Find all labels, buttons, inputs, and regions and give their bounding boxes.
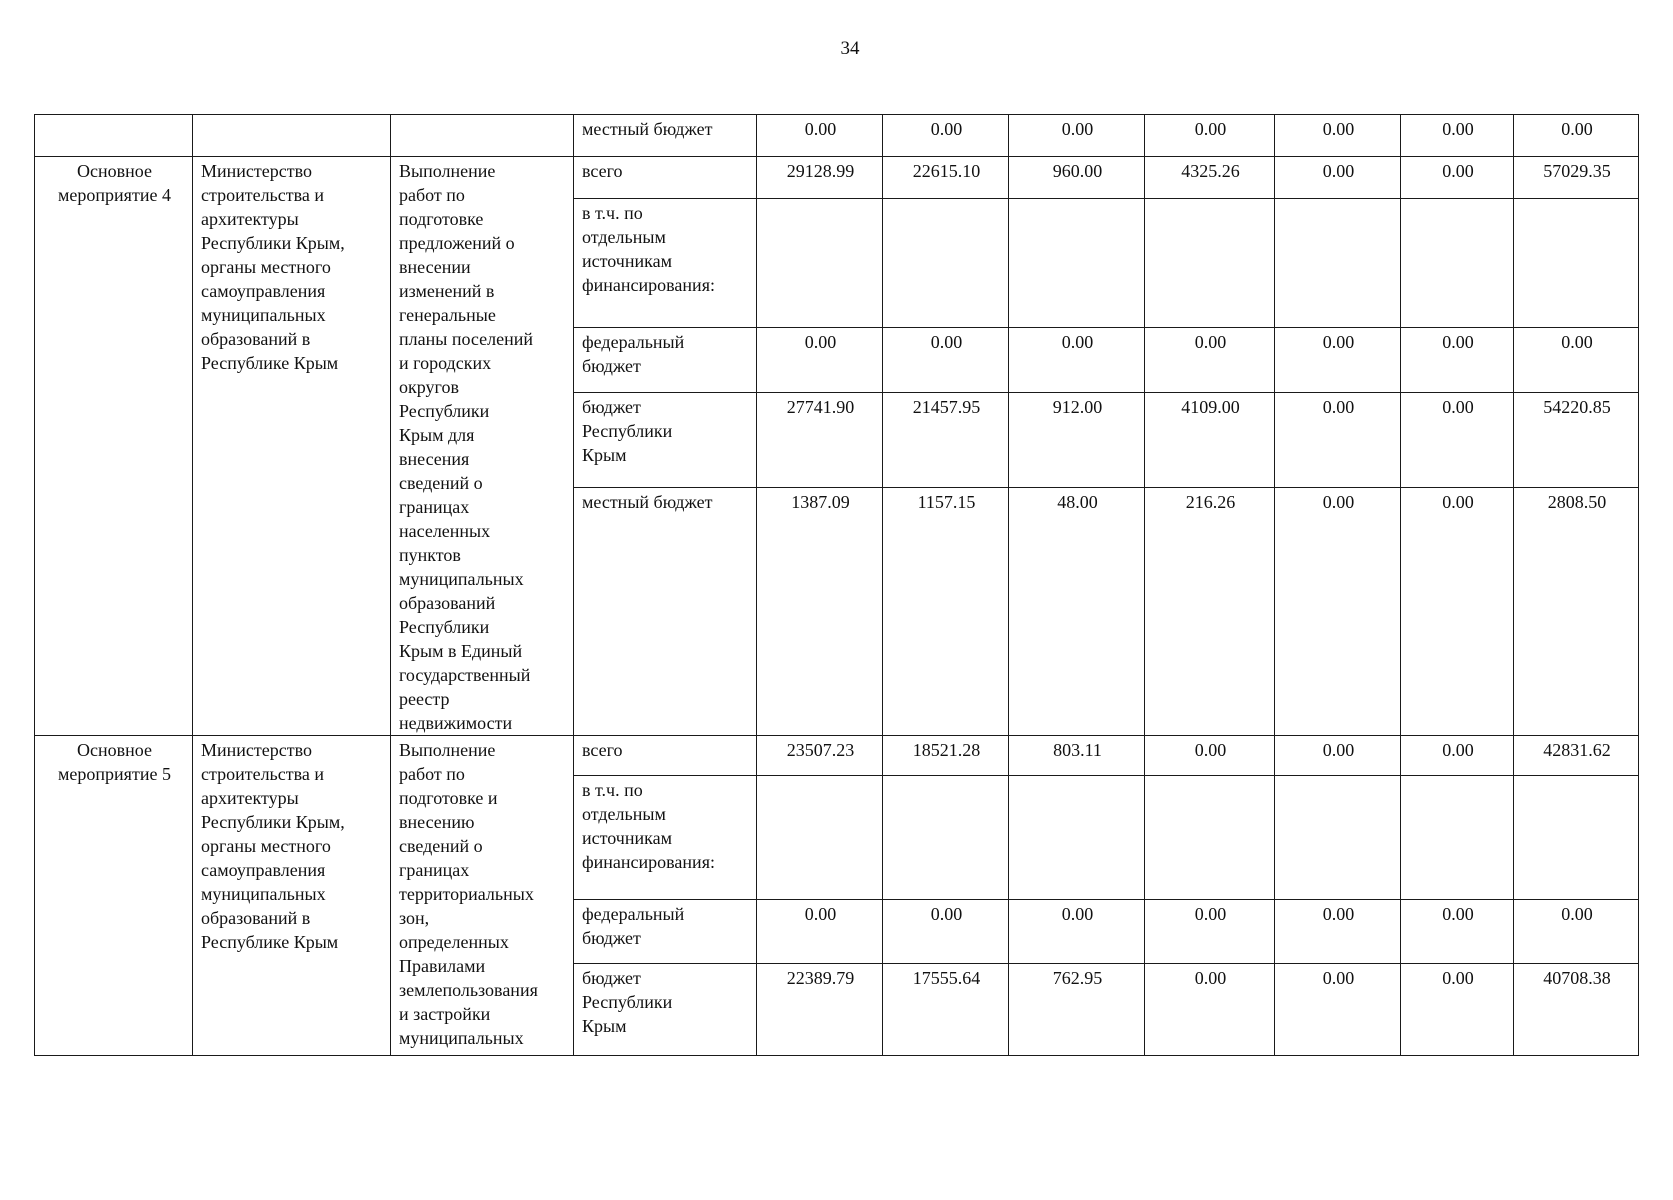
value-cell: 22389.79 bbox=[757, 964, 883, 1056]
value-cell: 18521.28 bbox=[883, 736, 1009, 776]
table-row bbox=[35, 115, 1639, 157]
value-cell: 48.00 bbox=[1009, 487, 1145, 735]
value-cell: 4109.00 bbox=[1145, 393, 1275, 488]
value-cell: 22615.10 bbox=[883, 157, 1009, 199]
value-cell: 0.00 bbox=[1401, 328, 1514, 393]
value-cell: 1157.15 bbox=[883, 487, 1009, 735]
value-cell: 54220.85 bbox=[1514, 393, 1639, 488]
value-cell: 0.00 bbox=[1275, 157, 1401, 199]
value-cell: 0.00 bbox=[1514, 115, 1639, 157]
value-cell: 912.00 bbox=[1009, 393, 1145, 488]
value-cell: 0.00 bbox=[883, 328, 1009, 393]
table-row bbox=[35, 736, 1639, 776]
value-cell bbox=[1401, 199, 1514, 328]
value-cell: 0.00 bbox=[1145, 900, 1275, 964]
funding-source-cell: в т.ч. по отдельным источникам финансирования: bbox=[574, 776, 757, 900]
value-cell: 29128.99 bbox=[757, 157, 883, 199]
event-cell bbox=[35, 115, 193, 157]
value-cell bbox=[757, 776, 883, 900]
table-row bbox=[35, 157, 1639, 199]
value-cell: 4325.26 bbox=[1145, 157, 1275, 199]
value-cell: 0.00 bbox=[1145, 115, 1275, 157]
value-cell bbox=[1275, 776, 1401, 900]
description-cell bbox=[391, 115, 574, 157]
value-cell: 0.00 bbox=[1401, 157, 1514, 199]
description-cell: Выполнение работ по подготовке предложений о внесении изменений в генеральные планы поселений и городских округов Республики Крым для внесения сведений о границах населенных пунктов муниципальных образований Республики Крым в Единый государственный реестр недвижимости bbox=[391, 157, 574, 736]
value-cell: 0.00 bbox=[1275, 964, 1401, 1056]
value-cell bbox=[1514, 776, 1639, 900]
value-cell: 40708.38 bbox=[1514, 964, 1639, 1056]
value-cell: 0.00 bbox=[1009, 115, 1145, 157]
value-cell: 0.00 bbox=[1401, 964, 1514, 1056]
value-cell: 762.95 bbox=[1009, 964, 1145, 1056]
value-cell: 0.00 bbox=[1275, 393, 1401, 488]
executor-cell bbox=[193, 115, 391, 157]
value-cell bbox=[757, 199, 883, 328]
event-cell: Основное мероприятие 5 bbox=[35, 736, 193, 1056]
value-cell: 0.00 bbox=[1145, 736, 1275, 776]
value-cell: 0.00 bbox=[1275, 487, 1401, 735]
value-cell: 0.00 bbox=[1275, 736, 1401, 776]
value-cell: 21457.95 bbox=[883, 393, 1009, 488]
value-cell: 0.00 bbox=[1514, 328, 1639, 393]
value-cell: 27741.90 bbox=[757, 393, 883, 488]
value-cell: 0.00 bbox=[757, 115, 883, 157]
funding-source-cell: федеральный бюджет bbox=[574, 900, 757, 964]
value-cell bbox=[1009, 199, 1145, 328]
value-cell: 0.00 bbox=[1145, 328, 1275, 393]
funding-source-cell: федеральный бюджет bbox=[574, 328, 757, 393]
value-cell: 0.00 bbox=[1275, 328, 1401, 393]
executor-cell: Министерство строительства и архитектуры Республики Крым, органы местного самоуправления муниципальных образований в Республике Крым bbox=[193, 157, 391, 736]
value-cell: 0.00 bbox=[757, 900, 883, 964]
funding-source-cell: всего bbox=[574, 157, 757, 199]
value-cell bbox=[1275, 199, 1401, 328]
value-cell: 57029.35 bbox=[1514, 157, 1639, 199]
value-cell bbox=[1145, 199, 1275, 328]
value-cell: 1387.09 bbox=[757, 487, 883, 735]
value-cell bbox=[1514, 199, 1639, 328]
value-cell: 0.00 bbox=[757, 328, 883, 393]
funding-source-cell: всего bbox=[574, 736, 757, 776]
value-cell: 960.00 bbox=[1009, 157, 1145, 199]
value-cell: 0.00 bbox=[1401, 393, 1514, 488]
funding-source-cell: бюджет Республики Крым bbox=[574, 393, 757, 488]
value-cell bbox=[1401, 776, 1514, 900]
value-cell: 0.00 bbox=[883, 900, 1009, 964]
value-cell: 0.00 bbox=[1145, 964, 1275, 1056]
event-cell: Основное мероприятие 4 bbox=[35, 157, 193, 736]
value-cell: 0.00 bbox=[1401, 900, 1514, 964]
value-cell: 0.00 bbox=[1401, 736, 1514, 776]
value-cell: 0.00 bbox=[1009, 328, 1145, 393]
page-number: 34 bbox=[840, 38, 860, 59]
funding-source-cell: местный бюджет bbox=[574, 115, 757, 157]
value-cell: 0.00 bbox=[1275, 900, 1401, 964]
value-cell: 0.00 bbox=[1514, 900, 1639, 964]
value-cell: 0.00 bbox=[1401, 487, 1514, 735]
value-cell: 2808.50 bbox=[1514, 487, 1639, 735]
value-cell: 803.11 bbox=[1009, 736, 1145, 776]
value-cell bbox=[883, 776, 1009, 900]
value-cell: 42831.62 bbox=[1514, 736, 1639, 776]
value-cell: 0.00 bbox=[1009, 900, 1145, 964]
value-cell bbox=[1145, 776, 1275, 900]
value-cell: 0.00 bbox=[1401, 115, 1514, 157]
funding-source-cell: бюджет Республики Крым bbox=[574, 964, 757, 1056]
executor-cell: Министерство строительства и архитектуры Республики Крым, органы местного самоуправления муниципальных образований в Республике Крым bbox=[193, 736, 391, 1056]
value-cell bbox=[883, 199, 1009, 328]
value-cell bbox=[1009, 776, 1145, 900]
value-cell: 23507.23 bbox=[757, 736, 883, 776]
value-cell: 0.00 bbox=[1275, 115, 1401, 157]
funding-source-cell: в т.ч. по отдельным источникам финансирования: bbox=[574, 199, 757, 328]
funding-source-cell: местный бюджет bbox=[574, 487, 757, 735]
value-cell: 216.26 bbox=[1145, 487, 1275, 735]
value-cell: 0.00 bbox=[883, 115, 1009, 157]
description-cell: Выполнение работ по подготовке и внесению сведений о границах территориальных зон, определенных Правилами землепользования и застройки муниципальных bbox=[391, 736, 574, 1056]
value-cell: 17555.64 bbox=[883, 964, 1009, 1056]
budget-table bbox=[34, 114, 1639, 1056]
